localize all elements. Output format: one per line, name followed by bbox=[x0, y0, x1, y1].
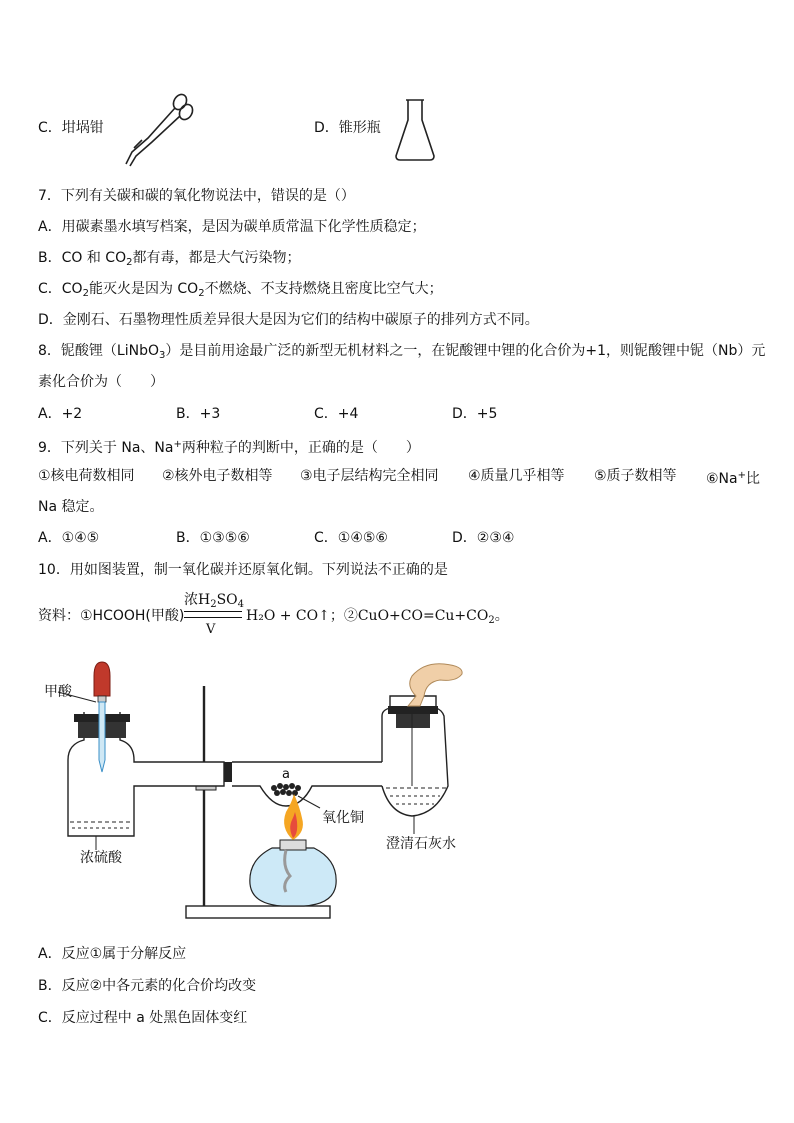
q9-option-b: B．①③⑤⑥ bbox=[176, 530, 250, 546]
q8-stem-line2: 素化合价为（ ） bbox=[38, 374, 164, 390]
q8-option-b: B．+3 bbox=[176, 406, 221, 422]
q10-stem: 10．用如图装置，制一氧化碳并还原氧化铜。下列说法不正确的是 bbox=[38, 562, 448, 578]
q9-item-4: ④质量几乎相等 bbox=[468, 468, 565, 484]
right-stopper bbox=[388, 706, 438, 714]
q9-stem: 9．下列关于 Na、Na+两种粒子的判断中，正确的是（ ） bbox=[38, 439, 420, 456]
conical-flask-icon bbox=[392, 96, 438, 164]
label-a: a bbox=[282, 767, 290, 782]
option-c-crucible-tongs: C．坩埚钳 bbox=[38, 120, 104, 136]
q9-line2: Na 稳定。 bbox=[38, 499, 104, 515]
option-d-conical-flask: D．锥形瓶 bbox=[314, 120, 381, 136]
q7-option-c: C．$CO_2$能灭火是因为 $CO_2$不燃烧、不支持燃烧且密度比空气大； bbox=[38, 281, 443, 299]
label-formic-acid: 甲酸 bbox=[44, 684, 72, 700]
q10-reaction-arrow-lines bbox=[184, 611, 242, 618]
alcohol-lamp bbox=[250, 848, 336, 906]
q10-products: H₂O + CO↑；$②CuO+CO=Cu+CO_2$。 bbox=[246, 608, 509, 626]
q10-option-c: C．反应过程中 a 处黑色固体变红 bbox=[38, 1010, 248, 1026]
q9-item-2: ②核外电子数相等 bbox=[162, 468, 273, 484]
apparatus-diagram bbox=[36, 656, 496, 926]
q8-option-d: D．+5 bbox=[452, 406, 498, 422]
q10-info-prefix: 资料：①HCOOH(甲酸) bbox=[38, 608, 185, 624]
q10-condition-bottom: V bbox=[206, 622, 216, 637]
q8-stem-line1: 8．铌酸锂（LiNbO$_3$）是目前用途最广泛的新型无机材料之一，在铌酸锂中锂的化合价为+1，则铌酸锂中铌（Nb）元 bbox=[38, 343, 766, 361]
q7-stem: 7．下列有关碳和碳的氧化物说法中，错误的是（） bbox=[38, 188, 355, 204]
q9-item-3: ③电子层结构完全相同 bbox=[300, 468, 439, 484]
copper-oxide-pellets bbox=[271, 783, 301, 796]
q9-option-d: D．②③④ bbox=[452, 530, 515, 546]
q9-option-a: A．①④⑤ bbox=[38, 530, 100, 546]
label-limewater: 澄清石灰水 bbox=[386, 836, 456, 852]
q7-option-d: D．金刚石、石墨物理性质差异很大是因为它们的结构中碳原子的排列方式不同。 bbox=[38, 312, 539, 328]
q8-option-c: C．+4 bbox=[314, 406, 359, 422]
label-copper-oxide: 氧化铜 bbox=[322, 810, 364, 826]
q8-option-a: A．+2 bbox=[38, 406, 83, 422]
dropper-bulb-icon bbox=[94, 662, 110, 696]
q9-item-1: ①核电荷数相同 bbox=[38, 468, 135, 484]
q7-option-a: A．用碳素墨水填写档案，是因为碳单质常温下化学性质稳定； bbox=[38, 219, 426, 235]
label-conc-sulfuric-acid: 浓硫酸 bbox=[80, 850, 122, 866]
stand-base bbox=[186, 906, 330, 918]
q10-option-b: B．反应②中各元素的化合价均改变 bbox=[38, 978, 257, 994]
q9-item-6: ⑥Na+比 bbox=[706, 470, 760, 487]
q10-option-a: A．反应①属于分解反应 bbox=[38, 946, 187, 962]
q9-item-5: ⑤质子数相等 bbox=[594, 468, 677, 484]
q7-option-b: B．CO 和 $CO_2$都有毒，都是大气污染物； bbox=[38, 250, 301, 268]
q9-option-c: C．①④⑤⑥ bbox=[314, 530, 388, 546]
crucible-tongs-icon bbox=[118, 90, 198, 170]
reaction-tube bbox=[232, 762, 382, 806]
q10-condition-top: 浓$H_2SO_4$ bbox=[184, 592, 245, 610]
